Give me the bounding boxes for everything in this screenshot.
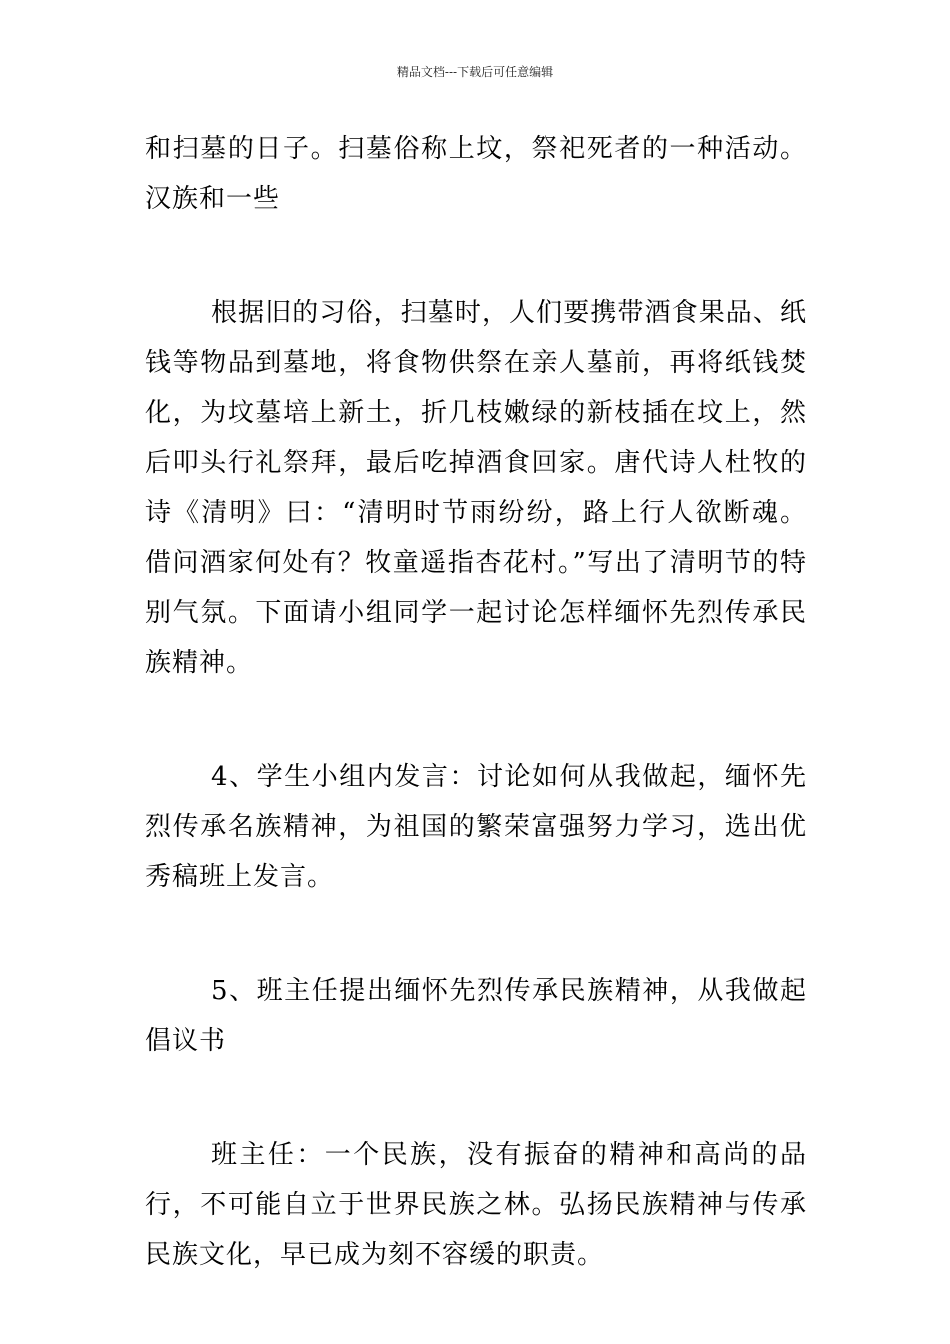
paragraph-3: 4、学生小组内发言：讨论如何从我做起，缅怀先烈传承名族精神，为祖国的繁荣富强努力学习，选出优秀稿班上发言。 [145,762,807,892]
paragraph-1: 和扫墓的日子。扫墓俗称上坟，祭祀死者的一种活动。汉族和一些 [145,134,807,214]
paragraph-5: 班主任：一个民族，没有振奋的精神和高尚的品行，不可能自立于世界民族之林。弘扬民族精神与传承民族文化，早已成为刻不容缓的职责。 [145,1140,807,1270]
page-header: 精品文档---下载后可任意编辑 [396,65,554,79]
paragraph-4: 5、班主任提出缅怀先烈传承民族精神，从我做起倡议书 [145,976,807,1056]
document-body [145,124,807,1280]
paragraph-2: 根据旧的习俗，扫墓时，人们要携带酒食果品、纸钱等物品到墓地，将食物供祭在亲人墓前，再将纸钱焚化，为坟墓培上新土，折几枝嫩绿的新枝插在坟上，然后叩头行礼祭拜，最后吃掉酒食回家。唐代诗人杜牧的诗《清明》曰：“清明时节雨纷纷，路上行人欲断魂。借问酒家何处有？牧童遥指杏花村。”写出了清明节的特别气氛。下面请小组同学一起讨论怎样缅怀先烈传承民族精神。 [145,298,807,678]
